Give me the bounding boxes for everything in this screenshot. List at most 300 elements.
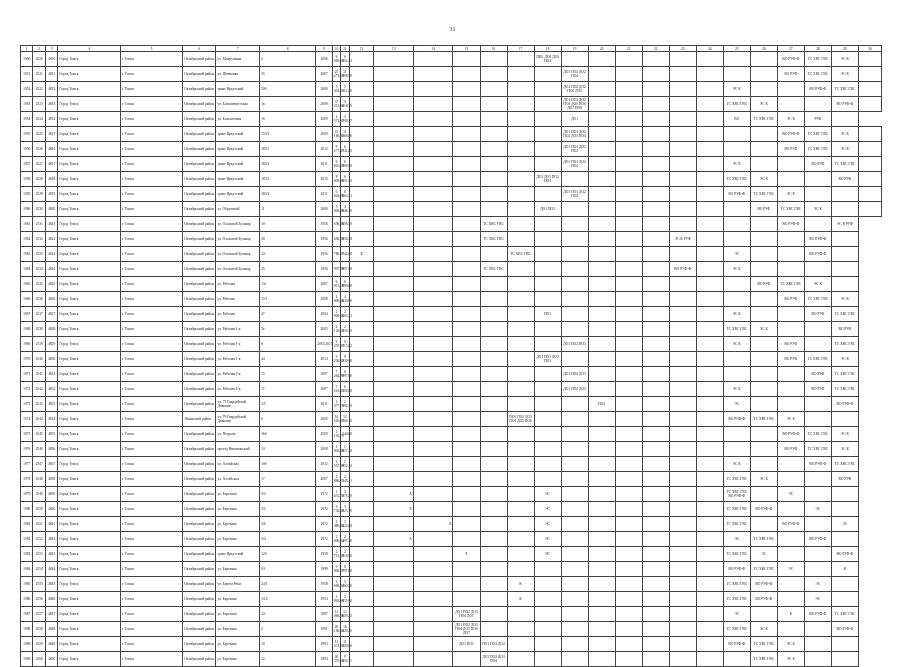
table-cell: ЭС: [804, 592, 831, 607]
table-cell: 1980: [21, 502, 33, 517]
table-cell: 3/6: [260, 517, 316, 532]
table-cell: г. Томск: [120, 442, 182, 457]
table-cell: [349, 232, 374, 247]
table-cell: [750, 517, 777, 532]
table-cell: [480, 367, 507, 382]
table-cell: 3 046,10: [341, 202, 349, 217]
table-cell: [480, 352, 507, 367]
table-cell: [507, 277, 534, 292]
table-row: [21, 487, 882, 502]
table-cell: [561, 217, 588, 232]
table-cell: ул. Ольховой Бульвар: [216, 232, 260, 247]
table-cell: 11: [260, 202, 316, 217]
table-cell: [507, 442, 534, 457]
table-cell: [349, 502, 374, 517]
table-cell: [534, 322, 561, 337]
column-header: 26: [750, 46, 777, 52]
table-cell: [642, 382, 669, 397]
table-cell: Х: [349, 247, 374, 262]
table-cell: [750, 52, 777, 67]
table-row: [21, 622, 882, 637]
table-cell: [507, 262, 534, 277]
table-cell: 4846: [45, 592, 57, 607]
table-row: [21, 592, 882, 607]
table-cell: [669, 637, 696, 652]
table-cell: [804, 172, 831, 187]
table-cell: 2552: [33, 532, 45, 547]
table-cell: ТС ХВС ГВС: [804, 427, 831, 442]
table-cell: [723, 142, 750, 157]
table-cell: ДО1 ПО2 ДО3 ПО4: [480, 652, 507, 667]
table-cell: ЭС: [723, 607, 750, 622]
table-cell: 1967: [21, 307, 33, 322]
table-row: [21, 652, 882, 667]
table-cell: [507, 322, 534, 337]
table-cell: [588, 217, 615, 232]
table-cell: Октябрьский район: [183, 247, 216, 262]
table-cell: 2545: [33, 427, 45, 442]
table-cell: 2 497,20: [341, 532, 349, 547]
table-cell: [804, 187, 831, 202]
table-cell: [696, 652, 723, 667]
table-cell: [374, 142, 414, 157]
table-cell: Город Томск: [58, 337, 120, 352]
table-cell: 4847: [45, 607, 57, 622]
table-cell: [588, 367, 615, 382]
table-cell: [831, 637, 858, 652]
table-row: [21, 232, 882, 247]
table-cell: [696, 187, 723, 202]
table-cell: [615, 577, 642, 592]
table-cell: [669, 112, 696, 127]
table-cell: [534, 382, 561, 397]
table-cell: [534, 562, 561, 577]
table-cell: 997,00: [332, 262, 340, 277]
table-cell: [507, 607, 534, 622]
table-cell: г. Томск: [120, 277, 182, 292]
table-row: [21, 442, 882, 457]
table-cell: 1989: [21, 637, 33, 652]
table-cell: г. Томск: [120, 607, 182, 622]
table-cell: 6 741,80: [341, 142, 349, 157]
table-cell: [480, 82, 507, 97]
table-cell: [413, 607, 453, 622]
table-cell: ВО РУФ: [804, 382, 831, 397]
table-cell: [374, 577, 414, 592]
table-cell: [750, 262, 777, 277]
table-body: [21, 52, 882, 667]
table-cell: [777, 82, 804, 97]
table-cell: [413, 352, 453, 367]
table-cell: 2536: [33, 292, 45, 307]
table-cell: 1971: [21, 367, 33, 382]
table-cell: ТС ХВС ГВС: [480, 232, 507, 247]
table-cell: [453, 457, 480, 472]
table-cell: [696, 487, 723, 502]
table-cell: [588, 142, 615, 157]
table-cell: 1968: [21, 322, 33, 337]
table-cell: ЭС: [723, 532, 750, 547]
table-cell: ЭС: [777, 487, 804, 502]
table-cell: 10б: [260, 457, 316, 472]
table-cell: [696, 322, 723, 337]
table-cell: 2526: [33, 142, 45, 157]
table-cell: 3 557,50: [332, 457, 340, 472]
table-cell: 2007: [316, 67, 333, 82]
table-cell: 997,00: [341, 262, 349, 277]
table-cell: [480, 397, 507, 412]
table-cell: 3 480,80: [332, 517, 340, 532]
table-cell: г. Томск: [120, 127, 182, 142]
table-cell: 13/2: [260, 592, 316, 607]
table-cell: [696, 232, 723, 247]
table-cell: ТС ХВС ГВС: [507, 247, 534, 262]
table-cell: Город Томск: [58, 532, 120, 547]
table-cell: 8 797,00: [341, 562, 349, 577]
table-cell: 3 377,70: [332, 397, 340, 412]
table-cell: 1951: [21, 67, 33, 82]
table-cell: 2е: [260, 322, 316, 337]
table-row: [21, 97, 882, 112]
table-cell: [534, 112, 561, 127]
table-cell: [507, 652, 534, 667]
table-cell: 1981: [21, 517, 33, 532]
table-cell: [534, 127, 561, 142]
table-cell: ДО1 ПО2 ПО3: [561, 337, 588, 352]
table-cell: [453, 292, 480, 307]
table-cell: [413, 397, 453, 412]
table-cell: Ленинский район: [183, 412, 216, 427]
table-cell: [374, 652, 414, 667]
table-cell: [831, 277, 858, 292]
table-cell: [642, 52, 669, 67]
table-cell: 5 112,20: [341, 82, 349, 97]
table-cell: Октябрьский район: [183, 547, 216, 562]
table-cell: [696, 262, 723, 277]
column-header: 22: [642, 46, 669, 52]
table-cell: ТС ХВС ГВС: [804, 352, 831, 367]
table-cell: [750, 397, 777, 412]
table-cell: [534, 187, 561, 202]
table-cell: [696, 442, 723, 457]
table-row: [21, 202, 882, 217]
table-cell: [453, 217, 480, 232]
table-cell: 2006: [316, 52, 333, 67]
table-cell: 1960: [21, 202, 33, 217]
table-cell: 20: [260, 232, 316, 247]
table-cell: [374, 292, 414, 307]
table-cell: [669, 352, 696, 367]
table-cell: 656,28: [332, 232, 340, 247]
table-cell: 4841: [45, 517, 57, 532]
table-cell: ДО1 ПО2 ДО3 ПО4 ДО5: [453, 607, 480, 622]
table-cell: 9 800,20: [332, 562, 340, 577]
table-cell: [507, 367, 534, 382]
table-cell: [858, 127, 881, 142]
table-cell: [413, 337, 453, 352]
table-cell: ул. Березина: [216, 532, 260, 547]
table-cell: [349, 517, 374, 532]
table-row: [21, 367, 882, 382]
table-row: [21, 502, 882, 517]
table-cell: [588, 547, 615, 562]
table-cell: [642, 127, 669, 142]
table-cell: [480, 502, 507, 517]
table-cell: [642, 622, 669, 637]
table-cell: [642, 562, 669, 577]
table-cell: 1963: [21, 247, 33, 262]
table-cell: [349, 457, 374, 472]
table-cell: ТС ХВС ГВС ВО РУФ-Ф: [723, 487, 750, 502]
table-cell: [453, 502, 480, 517]
table-cell: [750, 382, 777, 397]
table-cell: [858, 202, 881, 217]
table-cell: 37 213,60: [332, 97, 340, 112]
table-cell: [534, 67, 561, 82]
table-cell: ТС ХВС ГВС: [723, 322, 750, 337]
table-cell: [804, 622, 831, 637]
table-cell: [777, 457, 804, 472]
table-cell: [534, 142, 561, 157]
table-cell: [349, 292, 374, 307]
table-cell: ул. Мокрушина: [216, 52, 260, 67]
table-cell: [588, 592, 615, 607]
table-cell: [480, 52, 507, 67]
table-cell: [480, 517, 507, 532]
table-cell: [696, 382, 723, 397]
table-cell: 1956: [21, 142, 33, 157]
table-cell: Октябрьский район: [183, 217, 216, 232]
table-cell: [349, 142, 374, 157]
table-cell: [588, 637, 615, 652]
table-cell: 2015: [316, 172, 333, 187]
table-cell: ТС ХВС ГВС: [723, 547, 750, 562]
table-cell: Октябрьский район: [183, 127, 216, 142]
table-cell: [696, 547, 723, 562]
table-cell: 1962: [21, 232, 33, 247]
table-cell: ДО1 ПО2 ДО3 ПО4 ДО5 ПО6 ДО7: [453, 622, 480, 637]
table-cell: [642, 577, 669, 592]
table-cell: [750, 127, 777, 142]
table-cell: [561, 202, 588, 217]
table-cell: Октябрьский район: [183, 442, 216, 457]
table-cell: [534, 337, 561, 352]
table-cell: 1977: [21, 457, 33, 472]
table-cell: ЭС К: [723, 307, 750, 322]
table-cell: [453, 517, 480, 532]
table-cell: 6 252,43: [341, 52, 349, 67]
table-cell: г. Томск: [120, 472, 182, 487]
table-cell: Октябрьский район: [183, 502, 216, 517]
table-cell: [858, 52, 881, 67]
table-cell: ВО РУФ: [831, 322, 858, 337]
table-cell: [615, 412, 642, 427]
table-cell: ЭС К: [804, 277, 831, 292]
table-cell: 2 030,20: [341, 322, 349, 337]
table-cell: [669, 172, 696, 187]
table-cell: [374, 232, 414, 247]
table-cell: [507, 172, 534, 187]
table-cell: [777, 232, 804, 247]
housing-register-table: [20, 45, 882, 667]
table-cell: [561, 262, 588, 277]
table-cell: ул. Рабочая: [216, 307, 260, 322]
table-cell: 6/1: [260, 562, 316, 577]
table-cell: [642, 67, 669, 82]
table-cell: [349, 277, 374, 292]
table-cell: Город Томск: [58, 82, 120, 97]
table-cell: [453, 307, 480, 322]
table-cell: [453, 232, 480, 247]
table-cell: г. Томск: [120, 397, 182, 412]
table-cell: ул. Обручевой: [216, 202, 260, 217]
table-cell: [696, 217, 723, 232]
table-cell: [777, 172, 804, 187]
table-cell: Город Томск: [58, 247, 120, 262]
table-cell: [588, 487, 615, 502]
table-cell: [374, 322, 414, 337]
table-cell: [507, 517, 534, 532]
table-cell: [750, 142, 777, 157]
table-cell: ТС ХВС ГВС: [723, 592, 750, 607]
table-row: [21, 637, 882, 652]
table-cell: Октябрьский район: [183, 292, 216, 307]
table-cell: [696, 457, 723, 472]
table-cell: 2521: [33, 67, 45, 82]
table-cell: 1965: [21, 277, 33, 292]
table-cell: [642, 292, 669, 307]
table-cell: 6 915,50: [332, 277, 340, 292]
table-cell: тракт Иркутский: [216, 142, 260, 157]
table-cell: 2007: [316, 277, 333, 292]
table-cell: 9 256,32: [332, 352, 340, 367]
table-cell: [349, 592, 374, 607]
table-cell: [804, 412, 831, 427]
table-cell: [561, 637, 588, 652]
table-cell: [374, 247, 414, 262]
table-cell: [534, 397, 561, 412]
table-cell: ВО РУФ-Ф: [804, 532, 831, 547]
table-cell: Город Томск: [58, 382, 120, 397]
table-cell: [669, 82, 696, 97]
table-cell: [413, 427, 453, 442]
table-cell: [561, 622, 588, 637]
table-cell: [669, 652, 696, 667]
table-cell: г. Томск: [120, 217, 182, 232]
table-cell: 2531: [33, 217, 45, 232]
table-cell: [642, 442, 669, 457]
table-cell: ТС ХВС ГВС: [750, 637, 777, 652]
table-cell: ДО1 ПО2: [534, 202, 561, 217]
table-cell: [453, 592, 480, 607]
table-cell: [615, 82, 642, 97]
table-cell: [615, 142, 642, 157]
table-cell: [750, 247, 777, 262]
column-header: 15: [453, 46, 480, 52]
table-cell: 1973: [21, 397, 33, 412]
table-cell: 2009: [316, 127, 333, 142]
table-cell: 13г: [260, 277, 316, 292]
table-cell: ЭС: [831, 517, 858, 532]
table-cell: [588, 67, 615, 82]
table-cell: 1961: [21, 217, 33, 232]
table-cell: ЭС К: [831, 52, 858, 67]
table-cell: [480, 487, 507, 502]
table-cell: [534, 247, 561, 262]
table-cell: [750, 487, 777, 502]
table-cell: Город Томск: [58, 307, 120, 322]
table-row: [21, 607, 882, 622]
table-cell: ул. Ольховой Бульвар: [216, 247, 260, 262]
table-cell: 2539: [33, 337, 45, 352]
table-cell: [750, 232, 777, 247]
table-cell: [669, 127, 696, 142]
table-cell: ТС ХВС ГВС: [750, 412, 777, 427]
table-cell: [374, 217, 414, 232]
table-cell: [615, 532, 642, 547]
table-cell: [453, 397, 480, 412]
table-cell: 4817: [45, 157, 57, 172]
table-cell: [507, 337, 534, 352]
table-cell: [349, 622, 374, 637]
table-cell: [480, 172, 507, 187]
table-cell: ТС ХВС ГВС: [831, 457, 858, 472]
table-row: [21, 172, 882, 187]
table-cell: ВО РУФ: [777, 352, 804, 367]
table-cell: [615, 652, 642, 667]
table-cell: 1956: [316, 262, 333, 277]
table-cell: 2009: [316, 427, 333, 442]
table-cell: [413, 112, 453, 127]
table-cell: [507, 202, 534, 217]
table-cell: ВО РУФ-Ф: [831, 547, 858, 562]
table-cell: [561, 172, 588, 187]
column-header: 14: [413, 46, 453, 52]
table-cell: ВО РУФ-Ф: [777, 217, 804, 232]
table-cell: 2005: [316, 412, 333, 427]
table-cell: [480, 622, 507, 637]
table-cell: Октябрьский район: [183, 487, 216, 502]
table-cell: [349, 337, 374, 352]
table-cell: [615, 97, 642, 112]
table-cell: 2560: [33, 652, 45, 667]
table-cell: [413, 637, 453, 652]
table-cell: 2009: [316, 97, 333, 112]
table-cell: ул. Ольховой Бульвар: [216, 262, 260, 277]
table-cell: [804, 322, 831, 337]
table-cell: [453, 487, 480, 502]
table-cell: ЭС: [534, 487, 561, 502]
table-cell: Город Томск: [58, 52, 120, 67]
table-cell: 1976: [21, 442, 33, 457]
table-cell: ЭС: [804, 577, 831, 592]
table-cell: 3 863,60: [332, 592, 340, 607]
table-cell: [413, 232, 453, 247]
table-cell: ПО1 ПО2 ДО3 ПО4 ДО5 ПО6: [507, 412, 534, 427]
table-cell: [804, 517, 831, 532]
table-cell: ул. Рабочая: [216, 292, 260, 307]
table-cell: [588, 187, 615, 202]
table-cell: 153/2: [260, 127, 316, 142]
table-cell: ул. Рабочая 1-я: [216, 352, 260, 367]
table-cell: 55: [260, 67, 316, 82]
table-cell: [374, 622, 414, 637]
table-cell: [480, 112, 507, 127]
table-cell: 4828: [45, 322, 57, 337]
table-cell: 6 063,21: [341, 187, 349, 202]
table-cell: [669, 592, 696, 607]
table-cell: [561, 292, 588, 307]
